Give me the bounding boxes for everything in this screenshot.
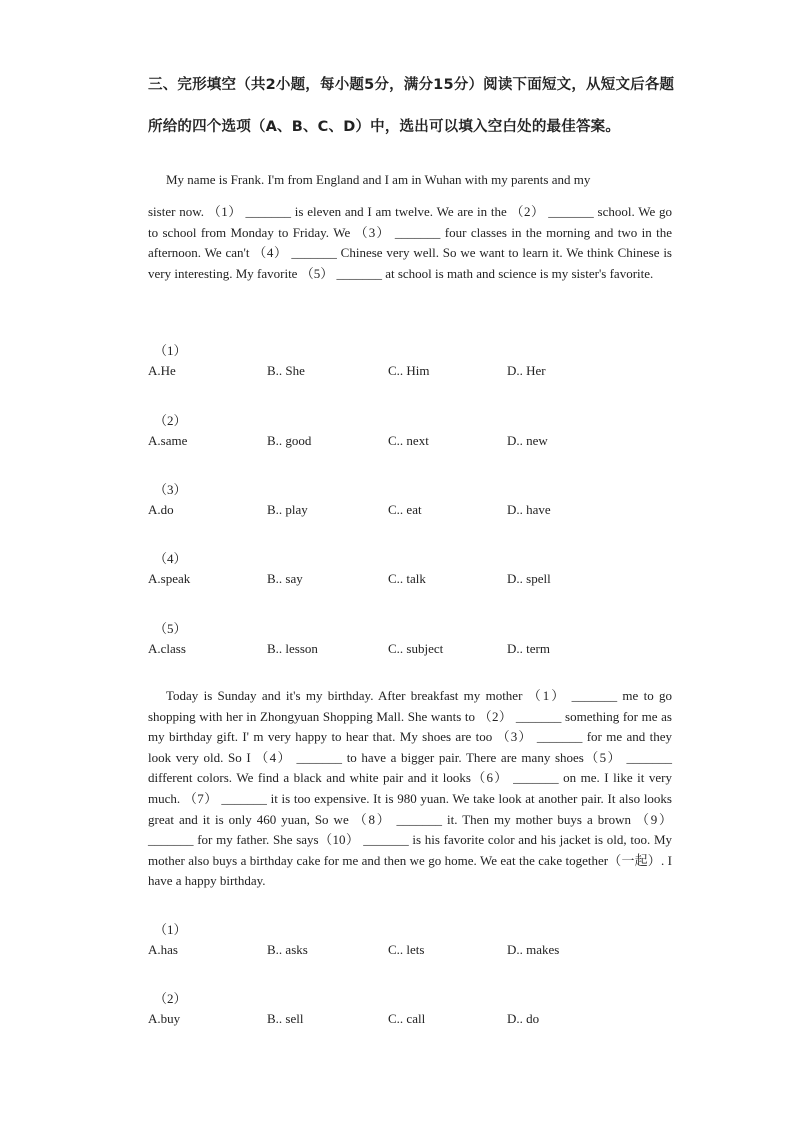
option-row xyxy=(148,363,668,381)
option-d[interactable]: D.. do xyxy=(507,1011,540,1026)
option-c[interactable]: C.. talk xyxy=(388,571,426,586)
question-number: （5） xyxy=(154,621,187,636)
option-b[interactable]: B.. play xyxy=(267,502,308,517)
option-b[interactable]: B.. good xyxy=(267,433,312,448)
option-row xyxy=(148,1011,668,1029)
question-number: （3） xyxy=(154,482,187,497)
option-a[interactable]: A.has xyxy=(148,942,178,957)
passage-1-first-line: My name is Frank. I'm from England and I am in Wuhan with my parents and my xyxy=(166,172,591,187)
passage-1 xyxy=(148,170,672,284)
option-c[interactable]: C.. call xyxy=(388,1011,426,1026)
question-number: （2） xyxy=(154,413,187,428)
option-c[interactable]: C.. Him xyxy=(388,363,430,378)
option-row xyxy=(148,942,668,960)
option-d[interactable]: D.. term xyxy=(507,641,550,656)
question-number: （1） xyxy=(154,922,187,937)
option-c[interactable]: C.. eat xyxy=(388,502,422,517)
question-number: （1） xyxy=(154,343,187,358)
option-a[interactable]: A.speak xyxy=(148,571,191,586)
question-number: （4） xyxy=(154,551,187,566)
option-a[interactable]: A.He xyxy=(148,363,176,378)
option-b[interactable]: B.. asks xyxy=(267,942,308,957)
option-b[interactable]: B.. lesson xyxy=(267,641,318,656)
option-d[interactable]: D.. spell xyxy=(507,571,551,586)
option-c[interactable]: C.. subject xyxy=(388,641,444,656)
option-row xyxy=(148,433,668,451)
option-a[interactable]: A.do xyxy=(148,502,174,517)
option-d[interactable]: D.. makes xyxy=(507,942,560,957)
option-b[interactable]: B.. sell xyxy=(267,1011,304,1026)
option-d[interactable]: D.. new xyxy=(507,433,548,448)
option-c[interactable]: C.. next xyxy=(388,433,429,448)
option-d[interactable]: D.. Her xyxy=(507,363,546,378)
option-row xyxy=(148,571,668,589)
passage-1-body: sister now. （1） _______ is eleven and I am twelve. We are in the （2） _______ school. We go to school from Monday to Friday. We （3） _______ four classes in the morning and two in the afternoon. We can't （4） _______ Chinese very well. So we want to learn it. We think Chinese is very interesting. My favorite （5） _______ at school is math and science is my sister's favorite. xyxy=(148,204,672,281)
passage-2: Today is Sunday and it's my birthday. After breakfast my mother （1） _______ me to go shopping with her in Zhongyuan Shopping Mall. She wants to （2） _______ something for me as my birthday gift. I' m very happy to hear that. My shoes are too （3） _______ for me and they look very old. So I （4） _______ to have a bigger pair. There are many shoes（5） _______ different colors. We find a black and white pair and it looks（6） _______ on me. I like it very much. （7） _______ it is too expensive. It is 980 yuan. We take look at another pair. It also looks great and it is only 460 yuan, So we （8） _______ it. Then my mother buys a brown （9） _______ for my father. She says（10） _______ is his favorite color and his jacket is old, too. My mother also buys a birthday cake for me and then we go home. We eat the cake together（一起）. I have a happy birthday. xyxy=(148,688,673,889)
option-row xyxy=(148,641,668,659)
option-c[interactable]: C.. lets xyxy=(388,942,425,957)
option-a[interactable]: A.same xyxy=(148,433,188,448)
option-d[interactable]: D.. have xyxy=(507,502,551,517)
option-row xyxy=(148,502,668,520)
section-title-line-2: 所给的四个选项（A、B、C、D）中，选出可以填入空白处的最佳答案。 xyxy=(148,119,621,135)
section-title-line-1: 三、完形填空（共2小题，每小题5分，满分15分）阅读下面短文，从短文后各题 xyxy=(148,77,675,93)
option-b[interactable]: B.. say xyxy=(267,571,303,586)
option-a[interactable]: A.buy xyxy=(148,1011,181,1026)
question-number: （2） xyxy=(154,991,187,1006)
option-a[interactable]: A.class xyxy=(148,641,186,656)
option-b[interactable]: B.. She xyxy=(267,363,305,378)
